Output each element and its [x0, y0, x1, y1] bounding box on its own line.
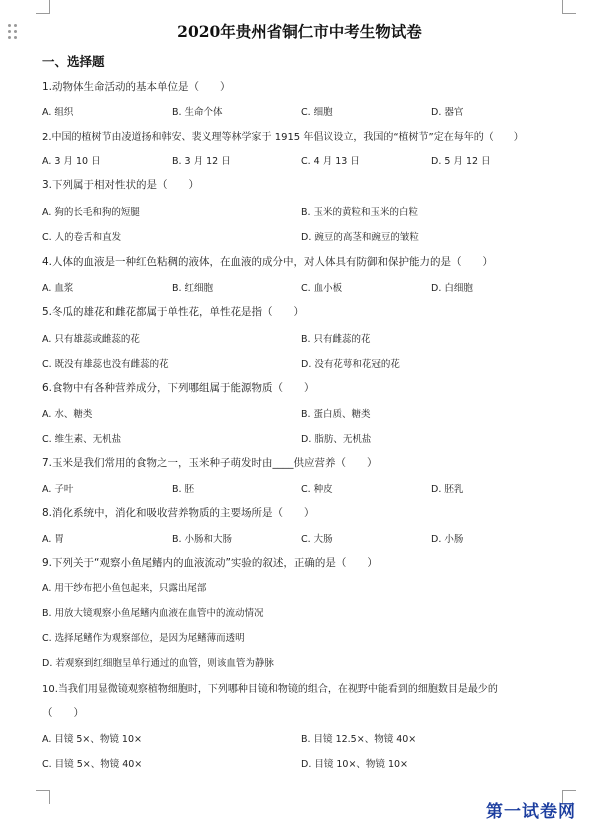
- option-c: C. 人的卷舌和直发: [42, 232, 122, 243]
- option-b: B. 目镜 12.5×、物镜 40×: [301, 734, 417, 745]
- option-a: A. 只有雄蕊或雌蕊的花: [42, 334, 140, 345]
- option-a: A. 狗的长毛和狗的短腿: [42, 207, 140, 218]
- option-c: C. 既没有雄蕊也没有雌蕊的花: [42, 359, 169, 370]
- option-a: A. 用干纱布把小鱼包起来，只露出尾部: [42, 583, 207, 594]
- option-b: B. 蛋白质、糖类: [301, 409, 371, 420]
- page-corner-mark: [562, 0, 576, 14]
- option-c: C. 大肠: [301, 534, 333, 545]
- option-d: D. 胚乳: [431, 484, 464, 495]
- option-c: C. 血小板: [301, 283, 343, 294]
- page-corner-mark: [36, 790, 50, 804]
- option-a: A. 胃: [42, 534, 64, 545]
- option-d: D. 若观察到红细胞呈单行通过的血管，则该血管为静脉: [42, 658, 274, 669]
- option-b: B. 生命个体: [172, 107, 223, 118]
- option-d: D. 目镜 10×、物镜 10×: [301, 759, 408, 770]
- option-b: B. 胚: [172, 484, 195, 495]
- watermark-logo: 第一试卷网: [486, 802, 576, 822]
- question-6: 6.食物中有各种营养成分，下列哪组属于能源物质（ ）: [42, 382, 315, 394]
- question-4: 4.人体的血液是一种红色粘稠的液体，在血液的成分中，对人体具有防御和保护能力的是（ ）: [42, 256, 494, 268]
- option-d: D. 脂肪、无机盐: [301, 434, 372, 445]
- section-title: 一、选择题: [42, 54, 105, 69]
- question-10: 10.当我们用显微镜观察植物细胞时，下列哪种目镜和物镜的组合，在视野中能看到的细胞数目是最少的: [42, 684, 498, 695]
- option-c: C. 维生素、无机盐: [42, 434, 122, 445]
- option-d: D. 器官: [431, 107, 464, 118]
- option-b: B. 玉米的黄粒和玉米的白粒: [301, 207, 419, 218]
- option-c: C. 4 月 13 日: [301, 156, 360, 167]
- page-title: 2020年贵州省铜仁市中考生物试卷: [177, 22, 422, 41]
- option-c: C. 种皮: [301, 484, 333, 495]
- page-corner-mark: [36, 0, 50, 14]
- option-a: A. 组织: [42, 107, 74, 118]
- option-d: D. 小肠: [431, 534, 464, 545]
- question-10-bracket: （ ）: [42, 707, 84, 719]
- question-9: 9.下列关于“观察小鱼尾鳍内的血液流动”实验的叙述，正确的是（ ）: [42, 557, 378, 569]
- question-5: 5.冬瓜的雄花和雌花都属于单性花，单性花是指（ ）: [42, 306, 305, 318]
- option-d: D. 没有花萼和花冠的花: [301, 359, 400, 370]
- option-c: C. 细胞: [301, 107, 333, 118]
- option-b: B. 红细胞: [172, 283, 214, 294]
- option-a: A. 子叶: [42, 484, 74, 495]
- option-b: B. 小肠和大肠: [172, 534, 233, 545]
- option-b: B. 只有雌蕊的花: [301, 334, 371, 345]
- option-b: B. 用放大镜观察小鱼尾鳍内血液在血管中的流动情况: [42, 608, 264, 619]
- option-d: D. 5 月 12 日: [431, 156, 491, 167]
- option-c: C. 目镜 5×、物镜 40×: [42, 759, 143, 770]
- option-d: D. 白细胞: [431, 283, 473, 294]
- option-c: C. 选择尾鳍作为观察部位，是因为尾鳍薄而透明: [42, 633, 245, 644]
- option-a: A. 水、糖类: [42, 409, 93, 420]
- option-d: D. 豌豆的高茎和豌豆的皱粒: [301, 232, 419, 243]
- option-a: A. 目镜 5×、物镜 10×: [42, 734, 142, 745]
- question-7: 7.玉米是我们常用的食物之一，玉米种子萌发时由____供应营养（ ）: [42, 457, 378, 469]
- question-8: 8.消化系统中，消化和吸收营养物质的主要场所是（ ）: [42, 507, 315, 519]
- question-2: 2.中国的植树节由凌道扬和韩安、裴义理等林学家于 1915 年倡议设立，我国的“植树节”定在每年的（ ）: [42, 132, 524, 143]
- option-a: A. 3 月 10 日: [42, 156, 101, 167]
- question-3: 3.下列属于相对性状的是（ ）: [42, 179, 200, 191]
- option-b: B. 3 月 12 日: [172, 156, 231, 167]
- question-1: 1.动物体生命活动的基本单位是（ ）: [42, 81, 231, 93]
- option-a: A. 血浆: [42, 283, 74, 294]
